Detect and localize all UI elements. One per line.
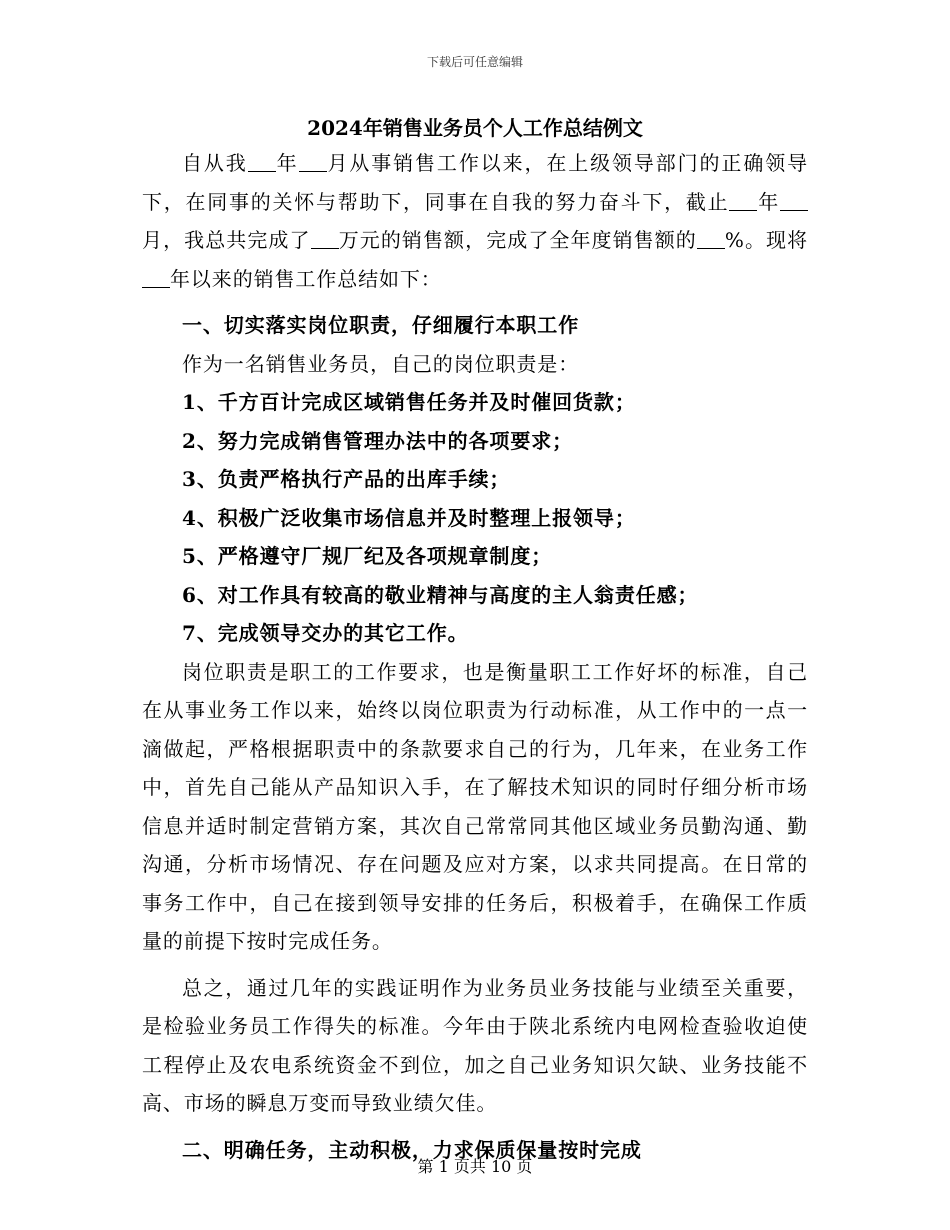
- duty-item: 3、负责严格执行产品的出库手续；: [182, 467, 511, 491]
- intro-text: 年: [275, 151, 299, 175]
- duty-item: 7、完成领导交办的其它工作。: [182, 621, 469, 645]
- intro-text: 年: [757, 189, 780, 214]
- duties-intro: 作为一名销售业务员，自己的岗位职责是：: [182, 351, 580, 376]
- intro-text: 月从事销售工作以来，在上级领导部门的正确领导下，在同事的关怀与帮助下，同事在自我的努力奋斗下，截止: [142, 151, 808, 214]
- blank-field: [142, 267, 170, 288]
- section-heading-1: 一、切实落实岗位职责，仔细履行本职工作: [182, 313, 580, 337]
- blank-field: [299, 151, 327, 172]
- document-body: [142, 144, 808, 1169]
- intro-paragraph: [142, 144, 808, 298]
- duty-item: 2、努力完成销售管理办法中的各项要求；: [182, 428, 574, 453]
- page-number: 第 1 页共 10 页: [417, 1157, 533, 1176]
- body-paragraph: 总之，通过几年的实践证明作为业务员业务技能与业绩至关重要，是检验业务员工作得失的标准。今年由于陕北系统内电网检查验收迫使工程停止及农电系统资金不到位，加之自己业务知识欠缺、业务技能不高、市场的瞬息万变而导致业绩欠佳。: [142, 975, 808, 1115]
- blank-field: [780, 190, 808, 211]
- intro-text: %。现将: [724, 228, 808, 252]
- duty-item: 6、对工作具有较高的敬业精神与高度的主人翁责任感；: [182, 582, 699, 607]
- page-header-note: 下载后可任意编辑: [426, 55, 523, 69]
- intro-text: 月，我总共完成了: [142, 228, 311, 252]
- document-title: 2024年销售业务员个人工作总结例文: [307, 116, 643, 140]
- intro-text: 年以来的销售工作总结如下：: [170, 266, 442, 291]
- duty-item: 5、严格遵守厂规厂纪及各项规章制度；: [182, 544, 553, 568]
- blank-field: [248, 151, 276, 172]
- duty-item: 1、千方百计完成区域销售任务并及时催回货款；: [182, 390, 636, 414]
- intro-text: 自从我: [182, 151, 248, 175]
- blank-field: [697, 228, 725, 249]
- blank-field: [311, 228, 339, 249]
- blank-field: [729, 190, 757, 211]
- intro-text: 万元的销售额，完成了全年度销售额的: [338, 228, 697, 252]
- body-paragraph: 岗位职责是职工的工作要求，也是衡量职工工作好坏的标准，自己在从事业务工作以来，始终以岗位职责为行动标准，从工作中的一点一滴做起，严格根据职责中的条款要求自己的行为，几年来，在业务工作中，首先自己能从产品知识入手，在了解技术知识的同时仔细分析市场信息并适时制定营销方案，其次自己常常同其他区域业务员勤沟通、勤沟通，分析市场情况、存在问题及应对方案，以求共同提高。在日常的事务工作中，自己在接到领导安排的任务后，积极着手，在确保工作质量的前提下按时完成任务。: [142, 659, 808, 953]
- section-heading-2: 二、明确任务，主动积极，力求保质保量按时完成: [182, 1137, 642, 1162]
- duty-item: 4、积极广泛收集市场信息并及时整理上报领导；: [182, 505, 636, 530]
